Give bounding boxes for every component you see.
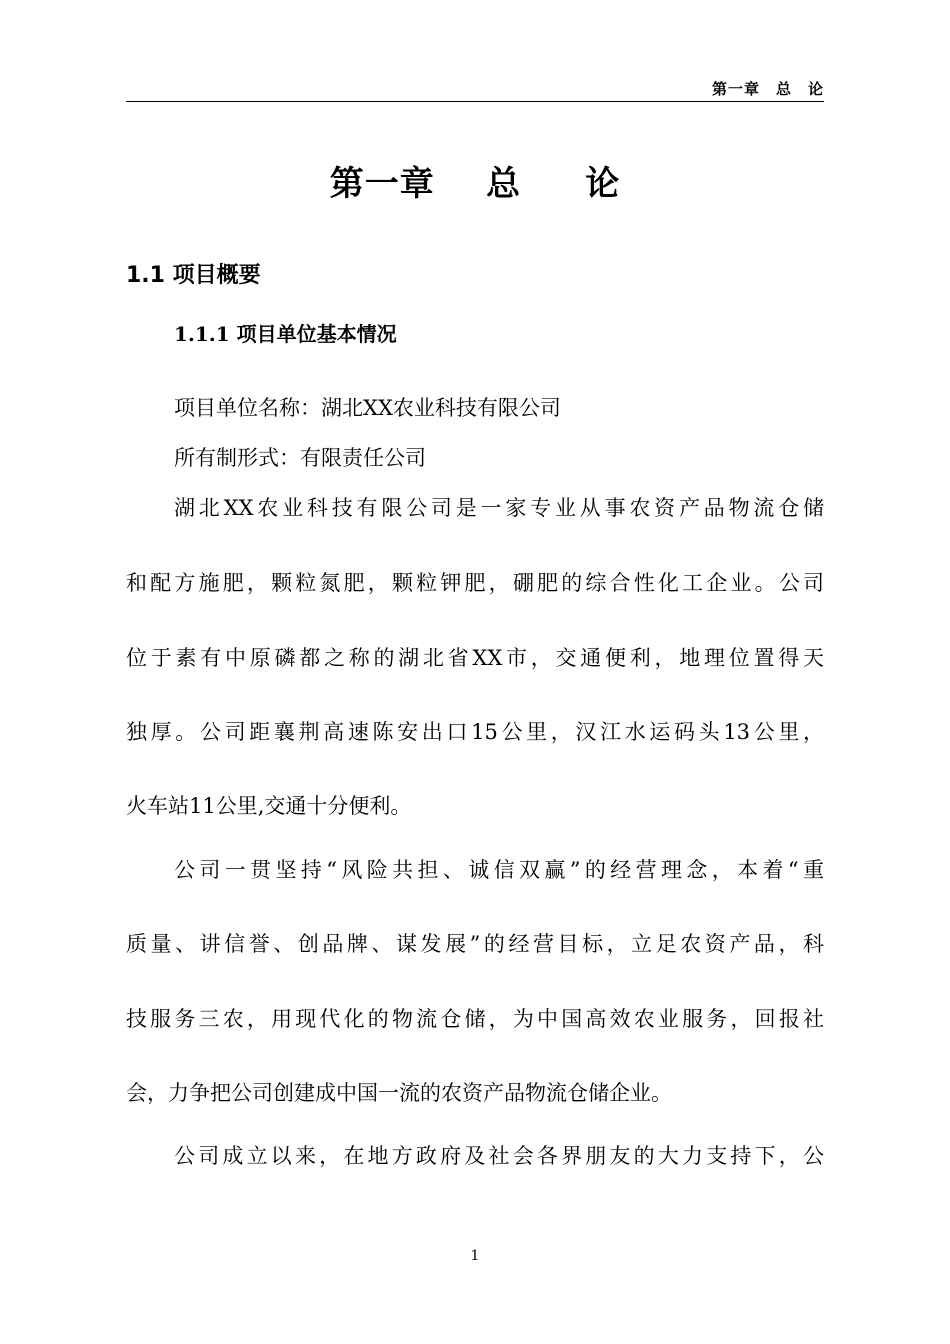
body-line: 独厚。公司距襄荆高速陈安出口15公里，汉江水运码头13公里， (126, 720, 824, 744)
body-line: 质量、讲信誉、创品牌、谋发展”的经营目标，立足农资产品，科 (126, 932, 824, 956)
body-line: 公司一贯坚持“风险共担、诚信双赢”的经营理念，本着“重 (174, 858, 824, 882)
body-line: 会，力争把公司创建成中国一流的农资产品物流仓储企业。 (126, 1081, 672, 1105)
body-line: 公司成立以来，在地方政府及社会各界朋友的大力支持下，公 (174, 1144, 824, 1168)
section-heading: 1.1 项目概要 (126, 263, 261, 288)
subsection-heading: 1.1.1 项目单位基本情况 (174, 322, 397, 346)
body-line: 位于素有中原磷都之称的湖北省XX市，交通便利，地理位置得天 (126, 646, 824, 670)
chapter-title: 第一章 总 论 (329, 164, 621, 204)
header-rule (126, 101, 824, 102)
body-line: 和配方施肥，颗粒氮肥，颗粒钾肥，硼肥的综合性化工企业。公司 (126, 571, 824, 595)
body-line: 所有制形式：有限责任公司 (174, 446, 426, 470)
body-line: 技服务三农，用现代化的物流仓储，为中国高效农业服务，回报社 (126, 1007, 824, 1031)
body-line: 湖北XX农业科技有限公司是一家专业从事农资产品物流仓储 (174, 496, 824, 520)
body-line: 项目单位名称：湖北XX农业科技有限公司 (174, 396, 561, 420)
page-number: 1 (470, 1248, 480, 1264)
running-header: 第一章 总 论 (711, 80, 824, 98)
body-line: 火车站11公里,交通十分便利。 (126, 794, 412, 818)
